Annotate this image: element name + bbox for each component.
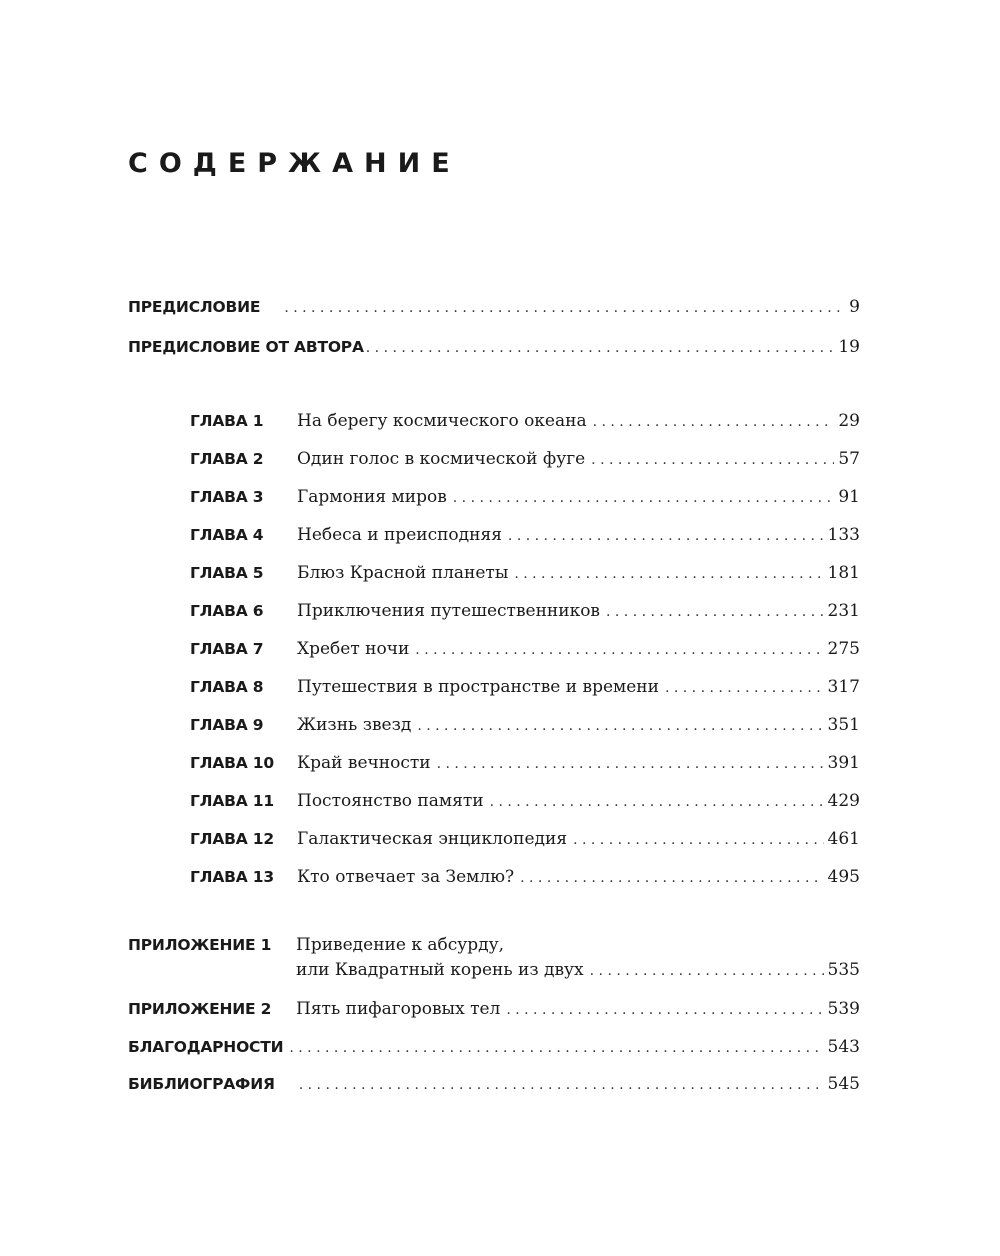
dot-leader bbox=[573, 832, 823, 848]
chapter-label: ГЛАВА 11 bbox=[190, 792, 274, 810]
toc-entry-chapter-3[interactable] bbox=[128, 487, 860, 513]
chapter-label: ГЛАВА 3 bbox=[190, 488, 264, 506]
chapter-label: ГЛАВА 1 bbox=[190, 412, 264, 430]
toc-entry-acknowledgements[interactable] bbox=[128, 1037, 860, 1063]
dot-leader bbox=[299, 1077, 824, 1093]
chapter-title: Постоянство памяти bbox=[297, 791, 484, 811]
chapter-title: Галактическая энциклопедия bbox=[297, 829, 568, 849]
toc-entry-label: ПРЕДИСЛОВИЕ ОТ АВТОРА bbox=[128, 338, 364, 356]
toc-entry-chapter-2[interactable] bbox=[128, 449, 860, 475]
toc-page-number: 495 bbox=[827, 867, 860, 887]
toc-page-number: 545 bbox=[827, 1074, 860, 1094]
toc-entry-appendix-1[interactable] bbox=[128, 935, 860, 961]
chapter-label: ГЛАВА 6 bbox=[190, 602, 264, 620]
toc-entry-appendix-2[interactable] bbox=[128, 999, 860, 1025]
toc-page-number: 275 bbox=[827, 639, 860, 659]
toc-page-number: 429 bbox=[827, 791, 860, 811]
chapter-title: На берегу космического океана bbox=[297, 411, 587, 431]
chapter-title: Блюз Красной планеты bbox=[297, 563, 509, 583]
toc-entry-chapter-13[interactable] bbox=[128, 867, 860, 893]
toc-entry-bibliography[interactable] bbox=[128, 1074, 860, 1100]
chapter-label: ГЛАВА 12 bbox=[190, 830, 274, 848]
toc-page-number: 57 bbox=[838, 449, 860, 469]
chapter-title: Хребет ночи bbox=[297, 639, 410, 659]
toc-page-number: 9 bbox=[849, 297, 860, 317]
toc-entry-chapter-6[interactable] bbox=[128, 601, 860, 627]
dot-leader bbox=[453, 490, 835, 506]
chapter-label: ГЛАВА 13 bbox=[190, 868, 274, 886]
chapter-title: Жизнь звезд bbox=[297, 715, 412, 735]
chapter-label: ГЛАВА 7 bbox=[190, 640, 264, 658]
chapter-title: Гармония миров bbox=[297, 487, 447, 507]
toc-page-number: 461 bbox=[827, 829, 860, 849]
toc-entry-author-preface[interactable] bbox=[128, 337, 860, 363]
appendix-title-line1: Приведение к абсурду, bbox=[296, 935, 505, 955]
toc-entry-chapter-9[interactable] bbox=[128, 715, 860, 741]
chapter-label: ГЛАВА 9 bbox=[190, 716, 264, 734]
chapter-title: Путешествия в пространстве и времени bbox=[297, 677, 659, 697]
dot-leader bbox=[508, 528, 824, 544]
toc-entry-appendix-1-continued[interactable] bbox=[128, 960, 860, 986]
chapter-label: ГЛАВА 5 bbox=[190, 564, 264, 582]
dot-leader bbox=[593, 414, 835, 430]
toc-page-number: 29 bbox=[838, 411, 860, 431]
toc-page-number: 133 bbox=[827, 525, 860, 545]
appendix-title-line2: или Квадратный корень из двух bbox=[296, 960, 584, 980]
dot-leader bbox=[284, 300, 845, 316]
chapter-label: ГЛАВА 8 bbox=[190, 678, 264, 696]
toc-page-number: 535 bbox=[827, 960, 860, 980]
toc-page-number: 539 bbox=[827, 999, 860, 1019]
appendix-label: ПРИЛОЖЕНИЕ 2 bbox=[128, 1000, 272, 1018]
chapter-title: Один голос в космической фуге bbox=[297, 449, 586, 469]
dot-leader bbox=[590, 963, 824, 979]
dot-leader bbox=[665, 680, 824, 696]
dot-leader bbox=[520, 870, 823, 886]
toc-entry-preface[interactable] bbox=[128, 297, 860, 323]
chapter-title: Приключения путешественников bbox=[297, 601, 600, 621]
toc-entry-chapter-12[interactable] bbox=[128, 829, 860, 855]
chapter-title: Небеса и преисподняя bbox=[297, 525, 502, 545]
dot-leader bbox=[415, 642, 823, 658]
toc-entry-chapter-8[interactable] bbox=[128, 677, 860, 703]
chapter-label: ГЛАВА 4 bbox=[190, 526, 264, 544]
toc-page-number: 543 bbox=[827, 1037, 860, 1057]
toc-entry-chapter-1[interactable] bbox=[128, 411, 860, 437]
toc-page-number: 317 bbox=[827, 677, 860, 697]
toc-page-number: 19 bbox=[838, 337, 860, 357]
dot-leader bbox=[366, 340, 835, 356]
toc-entry-chapter-10[interactable] bbox=[128, 753, 860, 779]
dot-leader bbox=[417, 718, 823, 734]
appendix-title: Пять пифагоровых тел bbox=[296, 999, 501, 1019]
toc-entry-chapter-5[interactable] bbox=[128, 563, 860, 589]
toc-entry-label: БИБЛИОГРАФИЯ bbox=[128, 1075, 275, 1093]
toc-entry-chapter-11[interactable] bbox=[128, 791, 860, 817]
toc-page-number: 91 bbox=[838, 487, 860, 507]
dot-leader bbox=[506, 1002, 823, 1018]
chapter-label: ГЛАВА 2 bbox=[190, 450, 264, 468]
chapter-title: Край вечности bbox=[297, 753, 431, 773]
toc-entry-chapter-4[interactable] bbox=[128, 525, 860, 551]
chapter-label: ГЛАВА 10 bbox=[190, 754, 274, 772]
toc-page-number: 391 bbox=[827, 753, 860, 773]
dot-leader bbox=[514, 566, 823, 582]
toc-entry-label: ПРЕДИСЛОВИЕ bbox=[128, 298, 261, 316]
toc-entry-chapter-7[interactable] bbox=[128, 639, 860, 665]
dot-leader bbox=[437, 756, 824, 772]
dot-leader bbox=[606, 604, 824, 620]
chapter-title: Кто отвечает за Землю? bbox=[297, 867, 515, 887]
toc-entry-label: БЛАГОДАРНОСТИ bbox=[128, 1038, 284, 1056]
toc-page-number: 181 bbox=[827, 563, 860, 583]
dot-leader bbox=[289, 1040, 823, 1056]
dot-leader bbox=[490, 794, 824, 810]
toc-page-number: 351 bbox=[827, 715, 860, 735]
dot-leader bbox=[591, 452, 834, 468]
page-title: СОДЕРЖАНИЕ bbox=[128, 148, 461, 179]
toc-page-number: 231 bbox=[827, 601, 860, 621]
appendix-label: ПРИЛОЖЕНИЕ 1 bbox=[128, 936, 272, 954]
